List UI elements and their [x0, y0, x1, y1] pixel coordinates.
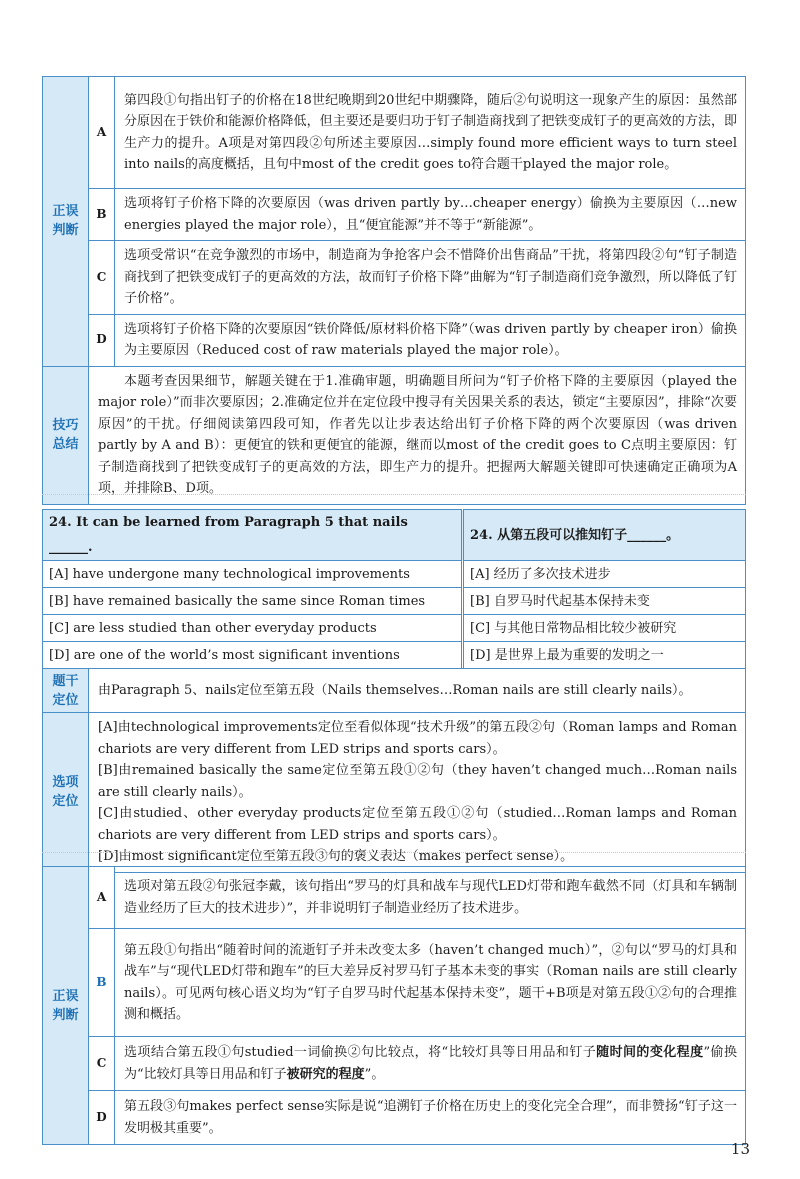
option-locate-d: [D]由most significant定位至第五段③句的褒义表达（makes perfect sense）。 — [98, 849, 574, 864]
page-number: 13 — [730, 1140, 750, 1158]
analysis-block-q23 — [42, 76, 746, 505]
option-locate-c: [C]由studied、other everyday products定位至第五段①②句（studied…Roman lamps and Roman chariots are very different from LED strips and sports cars）。 — [98, 806, 737, 843]
option-letter-correct: B — [89, 929, 115, 1037]
option-locate-b: [B]由remained basically the same定位至第五段①②句（they haven’t changed much…Roman nails are still clearly nails）。 — [98, 763, 737, 800]
judgement-text-d: 选项将钉子价格下降的次要原因“铁价降低/原材料价格下降”（was driven partly by cheaper iron）偷换为主要原因（Reduced cost of raw materials played the major role）。 — [115, 314, 746, 366]
option-cn-c: [C] 与其他日常物品相比较少被研究 — [463, 615, 746, 642]
locate-table — [42, 668, 746, 873]
question-stem-cn: 24. 从第五段可以推知钉子______。 — [463, 510, 746, 561]
skill-summary-text: 本题考查因果细节，解题关键在于1.准确审题，明确题目所问为“钉子价格下降的主要原因（played the major role）”而非次要原因；2.准确定位并在定位段中搜寻有关因果关系的表达，锁定“主要原因”，排除“次要原因”的干扰。仔细阅读第四段可知，作者先以让步表达给出钉子价格下降的两个次要原因（was driven partly by A and B）：更便宜的铁和更便宜的能源，继而以most of the credit goes to C点明主要原因：钉子制造商找到了把铁变成钉子的更高效的方法，即生产力的提升。把握两大解题关键即可快速确定正确项为A项，并排除B、D项。 — [89, 366, 746, 504]
option-letter: A — [89, 77, 115, 189]
question-stem-en: 24. It can be learned from Paragraph 5 that nails ______. — [43, 510, 463, 561]
judgement-text-b: 选项将钉子价格下降的次要原因（was driven partly by…cheaper energy）偷换为主要原因（…new energies played the major role），且“便宜能源”并不等于“新能源”。 — [115, 189, 746, 241]
option-letter: C — [89, 1037, 115, 1091]
option-en-b: [B] have remained basically the same since Roman times — [43, 588, 463, 615]
option-cn-d: [D] 是世界上最为重要的发明之一 — [463, 642, 746, 669]
judgement-text-c: 选项结合第五段①句studied一词偷换②句比较点，将“比较灯具等日用品和钉子随时间的变化程度”偷换为“比较灯具等日用品和钉子被研究的程度”。 — [115, 1037, 746, 1091]
option-locate-text — [89, 713, 746, 873]
judgement-text-a: 选项对第五段②句张冠李戴，该句指出“罗马的灯具和战车与现代LED灯带和跑车截然不同（灯具和车辆制造业经历了巨大的技术进步）”，并非说明钉子制造业经历了技术进步。 — [115, 867, 746, 929]
option-locate-a: [A]由technological improvements定位至看似体现“技术升级”的第五段②句（Roman lamps and Roman chariots are very different from LED strips and sports cars）。 — [98, 720, 737, 757]
judgement-text-a: 第四段①句指出钉子的价格在18世纪晚期到20世纪中期骤降，随后②句说明这一现象产生的原因：虽然部分原因在于铁价和能源价格降低，但主要还是要归功于钉子制造商找到了把铁变成钉子的更高效的方法，即生产力的提升。A项是对第四段②句所述主要原因…simply found more efficient ways to turn steel into nails的高度概括，且句中most of the credit goes to符合题干played the major role。 — [115, 77, 746, 189]
judgement-label: 正误 判断 — [43, 77, 89, 367]
analysis-block-q24 — [42, 866, 746, 1145]
section-divider — [42, 852, 746, 853]
question-24-block — [42, 509, 746, 873]
option-en-c: [C] are less studied than other everyday products — [43, 615, 463, 642]
option-letter: B — [89, 189, 115, 241]
stem-locate-text: 由Paragraph 5、nails定位至第五段（Nails themselves…Roman nails are still clearly nails）。 — [89, 669, 746, 713]
option-locate-label: 选项 定位 — [43, 713, 89, 873]
section-divider — [42, 494, 746, 495]
option-cn-b: [B] 自罗马时代起基本保持未变 — [463, 588, 746, 615]
option-letter: D — [89, 314, 115, 366]
option-cn-a: [A] 经历了多次技术进步 — [463, 561, 746, 588]
stem-locate-label: 题干 定位 — [43, 669, 89, 713]
judgement-text-d: 第五段③句makes perfect sense实际是说“追溯钉子价格在历史上的变化完全合理”，而非赞扬“钉子这一发明极其重要”。 — [115, 1091, 746, 1145]
option-en-a: [A] have undergone many technological improvements — [43, 561, 463, 588]
option-letter: D — [89, 1091, 115, 1145]
option-letter: A — [89, 867, 115, 929]
option-en-d: [D] are one of the world’s most significant inventions — [43, 642, 463, 669]
judgement-label: 正误 判断 — [43, 867, 89, 1145]
skill-label: 技巧 总结 — [43, 366, 89, 504]
judgement-text-c: 选项受常识“在竞争激烈的市场中，制造商为争抢客户会不惜降价出售商品”干扰，将第四段②句“钉子制造商找到了把铁变成钉子的更高效的方法，故而钉子价格下降”曲解为“钉子制造商们竞争激烈，所以降低了钉子价格”。 — [115, 241, 746, 315]
judgement-text-b: 第五段①句指出“随着时间的流逝钉子并未改变太多（haven’t changed much）”，②句以“罗马的灯具和战车”与“现代LED灯带和跑车”的巨大差异反衬罗马钉子基本未变的事实（Roman nails are still clearly nails）。可见两句核心语义均为“钉子自罗马时代起基本保持未变”，题干+B项是对第五段①②句的合理推测和概括。 — [115, 929, 746, 1037]
option-letter: C — [89, 241, 115, 315]
question-24-table — [42, 509, 746, 669]
